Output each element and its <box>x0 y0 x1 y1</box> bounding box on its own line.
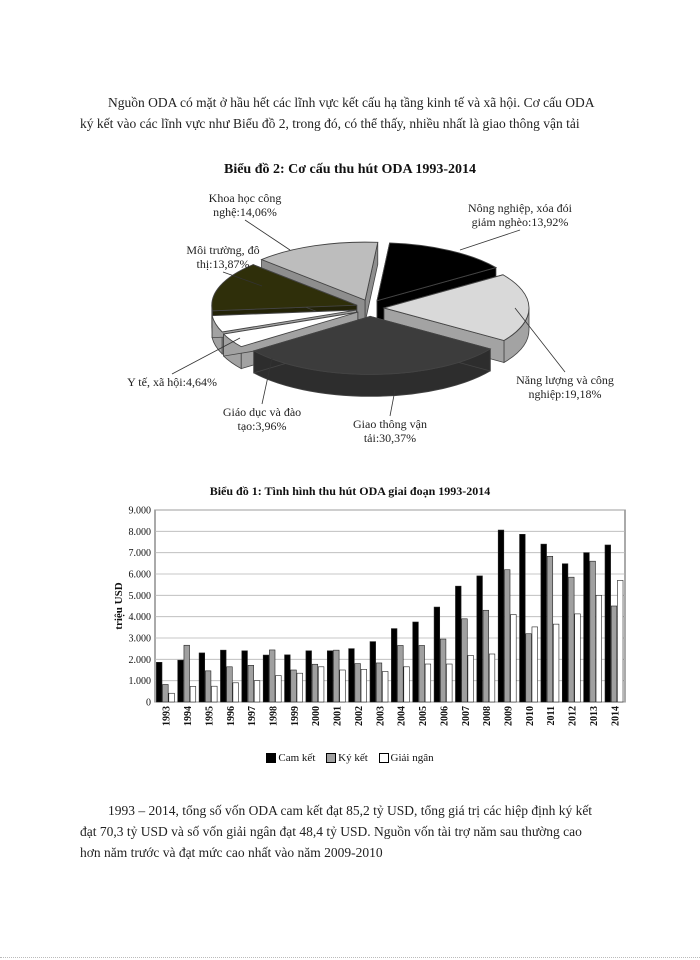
bar-ky-ket <box>483 610 489 702</box>
bar-giai-ngan <box>233 683 239 702</box>
y-tick-label: 2.000 <box>128 654 151 666</box>
bar-ky-ket <box>355 664 361 702</box>
bar-giai-ngan <box>361 669 367 702</box>
legend-label: Ký kết <box>338 752 368 764</box>
bar-giai-ngan <box>425 664 431 702</box>
bar-ky-ket <box>611 606 617 702</box>
bar-ky-ket <box>269 650 275 702</box>
conclusion-line-1: 1993 – 2014, tổng số vốn ODA cam kết đạt 85,2 tỷ USD, tổng giá trị các hiệp định ký kết <box>108 803 593 818</box>
bar-cam-ket <box>199 653 205 702</box>
x-tick-label: 1999 <box>289 706 301 726</box>
legend-label: Giải ngân <box>390 752 434 764</box>
y-tick-label: 7.000 <box>128 548 151 560</box>
bar-cam-ket <box>391 629 397 702</box>
x-tick-label: 2007 <box>460 706 472 726</box>
bar-cam-ket <box>605 545 611 702</box>
x-tick-label: 1998 <box>268 706 280 726</box>
bar-giai-ngan <box>553 624 559 702</box>
bar-cam-ket <box>562 564 568 702</box>
x-tick-label: 2008 <box>482 706 494 726</box>
pie-chart <box>0 180 700 460</box>
y-tick-label: 9.000 <box>128 505 151 517</box>
bar-giai-ngan <box>447 664 453 702</box>
y-tick-label: 5.000 <box>128 590 151 602</box>
bar-giai-ngan <box>254 681 260 702</box>
bar-giai-ngan <box>511 615 517 702</box>
bar-giai-ngan <box>212 686 218 702</box>
x-tick-label: 2011 <box>546 706 558 726</box>
legend-item-ky-ket <box>326 752 368 764</box>
x-tick-label: 1996 <box>225 706 237 726</box>
bar-chart-title: Biểu đồ 1: Tình hình thu hút ODA giai đoạn 1993-2014 <box>209 484 491 498</box>
bar-ky-ket <box>419 645 425 702</box>
legend-swatch <box>266 753 276 763</box>
bar-cam-ket <box>370 642 376 702</box>
pie-label-text: Giáo dục và đào tạo:3,96% <box>222 405 302 433</box>
pie-label-text: Khoa học công nghệ:14,06% <box>208 191 282 219</box>
bar-ky-ket <box>462 619 468 702</box>
bar-ky-ket <box>568 577 574 702</box>
bar-cam-ket <box>584 553 590 702</box>
x-tick-label: 2006 <box>439 706 451 726</box>
bar-ky-ket <box>547 556 553 702</box>
conclusion-paragraph <box>80 800 640 863</box>
intro-line-1: Nguồn ODA có mặt ở hầu hết các lĩnh vực kết cấu hạ tầng kinh tế và xã hội. Cơ cấu ODA <box>108 95 595 110</box>
bar-ky-ket <box>248 665 254 702</box>
x-tick-label: 2001 <box>332 706 344 726</box>
bar-cam-ket <box>455 586 461 702</box>
bar-giai-ngan <box>276 676 282 702</box>
page-divider <box>0 957 700 958</box>
bar-giai-ngan <box>575 614 581 702</box>
bar-cam-ket <box>477 576 483 702</box>
x-tick-label: 2009 <box>503 706 515 726</box>
intro-line-2: ký kết vào các lĩnh vực như Biểu đồ 2, trong đó, có thể thấy, nhiều nhất là giao thông vận tải <box>80 116 580 131</box>
x-tick-label: 2014 <box>610 706 622 726</box>
bar-ky-ket <box>504 570 510 702</box>
bar-cam-ket <box>413 622 419 702</box>
y-tick-label: 8.000 <box>128 526 151 538</box>
conclusion-line-2: đạt 70,3 tỷ USD và số vốn giải ngân đạt 48,4 tỷ USD. Nguồn vốn tài trợ năm sau thường cao <box>80 824 582 839</box>
bar-cam-ket <box>520 534 526 702</box>
x-tick-label: 1994 <box>183 706 195 726</box>
bar-ky-ket <box>440 639 446 702</box>
bar-chart <box>0 500 700 750</box>
bar-ky-ket <box>184 645 190 702</box>
bar-cam-ket <box>242 651 248 702</box>
pie-label-text: Y tế, xã hội:4,64% <box>127 375 217 389</box>
x-tick-label: 1993 <box>161 706 173 726</box>
x-tick-label: 2005 <box>418 706 430 726</box>
y-tick-label: 6.000 <box>128 569 151 581</box>
x-tick-label: 2002 <box>353 706 365 726</box>
bar-giai-ngan <box>318 667 324 702</box>
legend-swatch <box>326 753 336 763</box>
legend-label: Cam kết <box>278 752 316 764</box>
pie-label <box>515 308 614 401</box>
bar-giai-ngan <box>596 595 602 702</box>
bar-cam-ket <box>156 662 162 702</box>
pie-label <box>353 390 427 445</box>
y-tick-label: 3.000 <box>128 633 151 645</box>
bar-ky-ket <box>526 634 532 702</box>
conclusion-line-3: hơn năm trước và đạt mức cao nhất vào năm 2009-2010 <box>80 845 383 860</box>
bar-cam-ket <box>498 530 504 702</box>
bar-cam-ket <box>306 651 312 702</box>
intro-paragraph <box>80 92 640 134</box>
bar-giai-ngan <box>190 686 196 702</box>
bar-giai-ngan <box>404 667 410 702</box>
bar-ky-ket <box>291 670 297 702</box>
bar-cam-ket <box>285 655 291 702</box>
bar-ky-ket <box>227 667 233 702</box>
bar-cam-ket <box>178 660 184 702</box>
y-tick-label: 4.000 <box>128 612 151 624</box>
bar-cam-ket <box>434 607 440 702</box>
x-tick-label: 2003 <box>375 706 387 726</box>
pie-chart-title: Biểu đồ 2: Cơ cấu thu hút ODA 1993-2014 <box>223 162 476 177</box>
x-tick-label: 2004 <box>396 706 408 726</box>
bar-giai-ngan <box>617 580 623 702</box>
y-axis-label: triệu USD <box>113 582 125 630</box>
bar-giai-ngan <box>382 671 388 702</box>
bar-cam-ket <box>541 544 547 702</box>
bar-ky-ket <box>333 650 339 702</box>
bar-giai-ngan <box>468 655 474 702</box>
y-tick-label: 0 <box>146 697 151 709</box>
bar-giai-ngan <box>169 693 175 702</box>
legend-swatch <box>379 753 389 763</box>
bar-legend <box>0 752 700 764</box>
pie-label <box>460 201 573 250</box>
legend-item-cam-ket <box>266 752 315 764</box>
legend-item-giai-ngan <box>379 752 434 764</box>
x-tick-label: 1995 <box>204 706 216 726</box>
x-tick-label: 2012 <box>567 706 579 726</box>
x-tick-label: 2013 <box>588 706 600 726</box>
bar-ky-ket <box>163 685 169 702</box>
bar-ky-ket <box>205 671 211 702</box>
bar-ky-ket <box>312 664 318 702</box>
x-tick-label: 1997 <box>247 706 259 726</box>
bar-ky-ket <box>376 663 382 702</box>
pie-label-text: Môi trường, đô thị:13,87% <box>186 243 260 271</box>
bar-ky-ket <box>398 645 404 702</box>
bar-cam-ket <box>349 649 355 702</box>
bar-giai-ngan <box>297 673 303 702</box>
bar-giai-ngan <box>340 670 346 702</box>
bar-giai-ngan <box>532 627 538 702</box>
bar-cam-ket <box>327 651 333 702</box>
pie-label-text: Nông nghiệp, xóa đói giảm nghèo:13,92% <box>468 201 572 229</box>
bar-cam-ket <box>263 655 269 702</box>
pie-label-text: Năng lượng và công nghiệp:19,18% <box>516 373 614 401</box>
pie-label <box>209 191 290 250</box>
pie-label-text: Giao thông vận tải:30,37% <box>353 417 427 445</box>
y-tick-label: 1.000 <box>128 676 151 688</box>
x-tick-label: 2010 <box>524 706 536 726</box>
pie-leader-line <box>460 230 520 250</box>
bar-ky-ket <box>590 561 596 702</box>
bar-cam-ket <box>220 650 226 702</box>
bar-giai-ngan <box>489 654 495 702</box>
x-tick-label: 2000 <box>311 706 323 726</box>
